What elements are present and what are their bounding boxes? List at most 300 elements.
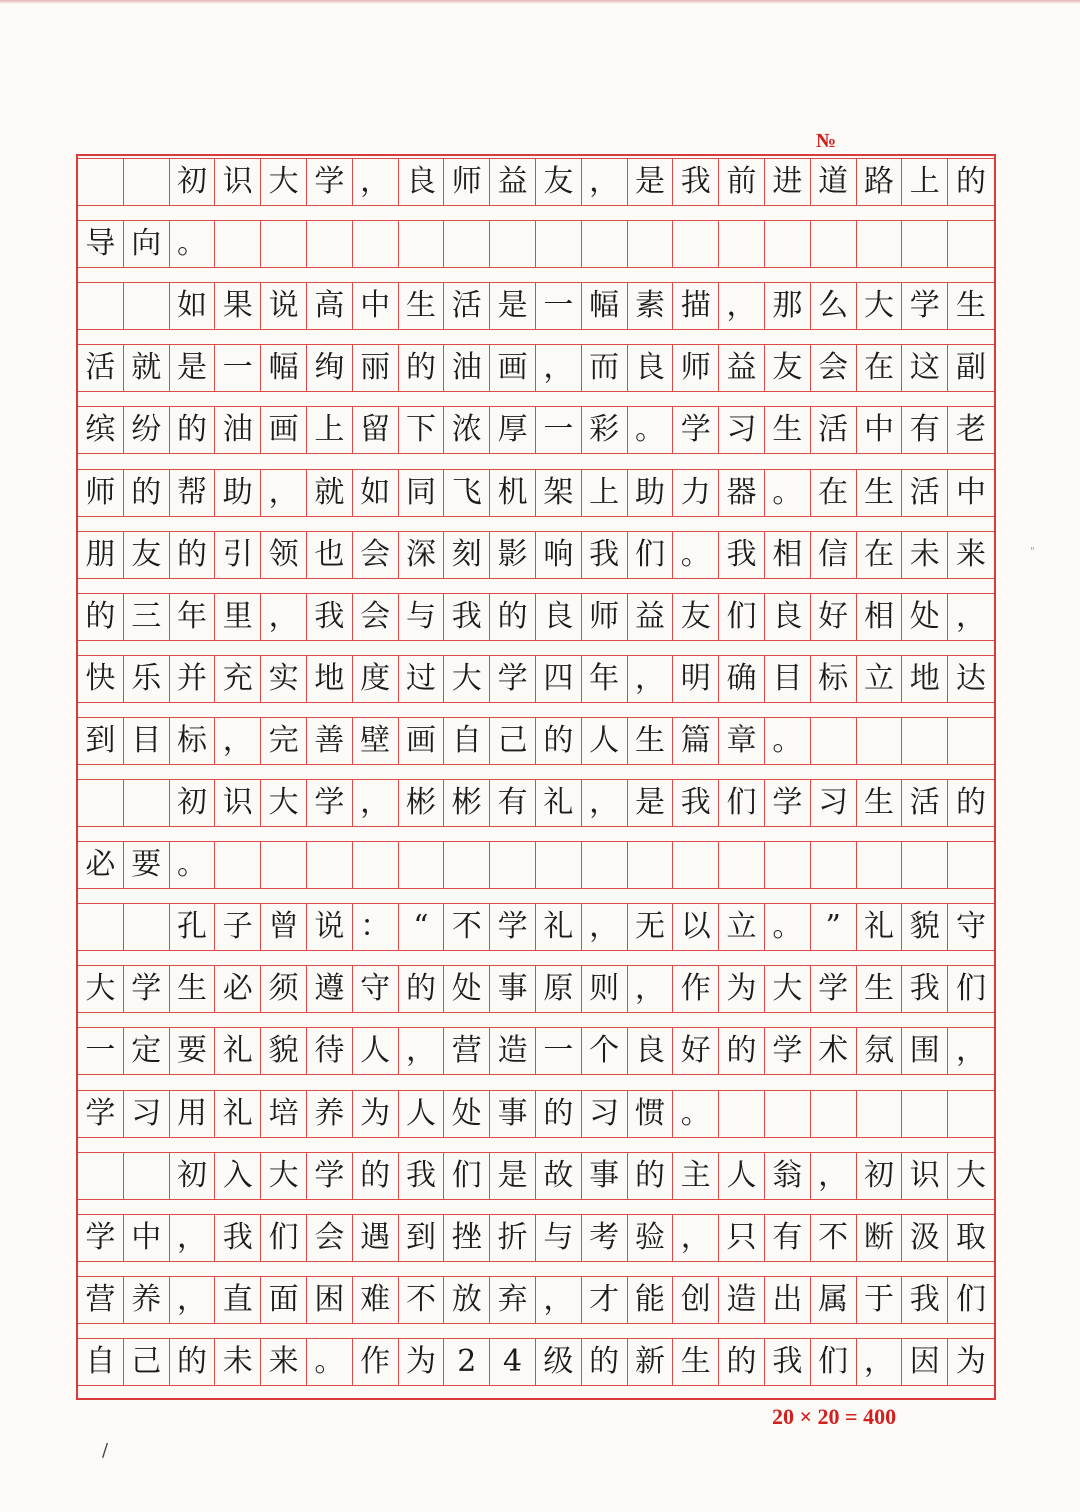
grid-cell: 取	[948, 1214, 994, 1262]
grid-cell: 活	[811, 406, 857, 454]
grid-cell: 的	[490, 593, 536, 641]
grid-row	[78, 1152, 994, 1202]
grid-cell: 我	[719, 531, 765, 579]
grid-cell	[628, 841, 674, 889]
grid-cell: 处	[444, 965, 490, 1013]
grid-cell: 自	[78, 1338, 124, 1386]
grid-cell: 我	[902, 965, 948, 1013]
grid-row	[78, 841, 994, 891]
grid-cell: 个	[582, 1027, 628, 1075]
grid-cell: 活	[902, 469, 948, 517]
grid-cell: 们	[948, 965, 994, 1013]
grid-cell	[857, 1090, 903, 1138]
grid-cell: 生	[628, 717, 674, 765]
grid-cell: 中	[353, 282, 399, 330]
grid-cell: 而	[582, 344, 628, 392]
grid-row	[78, 779, 994, 829]
grid-cell	[582, 220, 628, 268]
grid-cell: 出	[765, 1276, 811, 1324]
grid-cell: 过	[399, 655, 445, 703]
grid-cell: 我	[444, 593, 490, 641]
grid-cell: 学	[307, 158, 353, 206]
grid-cell: 来	[948, 531, 994, 579]
grid-cell: 学	[673, 406, 719, 454]
grid-row	[78, 655, 994, 705]
grid-cell	[719, 841, 765, 889]
grid-row	[78, 1276, 994, 1326]
grid-cell: 初	[170, 779, 216, 827]
grid-cell: 的	[948, 779, 994, 827]
grid-cell: 缤	[78, 406, 124, 454]
grid-cell: 是	[490, 1152, 536, 1200]
grid-cell	[78, 158, 124, 206]
grid-cell: 学	[765, 1027, 811, 1075]
grid-row	[78, 593, 994, 643]
grid-cell: 己	[124, 1338, 170, 1386]
grid-cell: 学	[124, 965, 170, 1013]
grid-cell: 只	[719, 1214, 765, 1262]
grid-cell: 的	[719, 1027, 765, 1075]
grid-cell: 貌	[261, 1027, 307, 1075]
grid-cell	[902, 841, 948, 889]
grid-cell: 这	[902, 344, 948, 392]
grid-cell: 度	[353, 655, 399, 703]
grid-cell	[765, 841, 811, 889]
grid-cell: 么	[811, 282, 857, 330]
grid-count-label: 20 × 20 = 400	[772, 1404, 897, 1429]
grid-cell: 主	[673, 1152, 719, 1200]
grid-cell	[673, 220, 719, 268]
grid-cell: 事	[582, 1152, 628, 1200]
grid-cell: 活	[78, 344, 124, 392]
grid-cell: 友	[536, 158, 582, 206]
grid-cell: 人	[353, 1027, 399, 1075]
grid-cell: 们	[261, 1214, 307, 1262]
grid-cell: 礼	[215, 1027, 261, 1075]
grid-cell: 们	[719, 593, 765, 641]
grid-cell: 彩	[582, 406, 628, 454]
grid-cell	[948, 220, 994, 268]
grid-cell: 朋	[78, 531, 124, 579]
grid-cell	[811, 717, 857, 765]
grid-cell: 们	[948, 1276, 994, 1324]
grid-cell	[719, 1090, 765, 1138]
grid-cell: 机	[490, 469, 536, 517]
grid-cell	[582, 841, 628, 889]
grid-cell: 大	[948, 1152, 994, 1200]
grid-cell: 领	[261, 531, 307, 579]
grid-cell: 。	[765, 469, 811, 517]
grid-cell	[902, 1090, 948, 1138]
grid-row	[78, 1338, 994, 1388]
grid-cell: 学	[490, 903, 536, 951]
grid-cell: ，	[536, 344, 582, 392]
grid-cell: 氛	[857, 1027, 903, 1075]
grid-cell: 曾	[261, 903, 307, 951]
grid-cell: 围	[902, 1027, 948, 1075]
grid-cell: 遵	[307, 965, 353, 1013]
grid-cell: 礼	[857, 903, 903, 951]
grid-cell: 彬	[399, 779, 445, 827]
grid-cell: 目	[124, 717, 170, 765]
grid-cell: 有	[490, 779, 536, 827]
grid-cell	[124, 903, 170, 951]
grid-cell: 上	[582, 469, 628, 517]
grid-cell: 必	[215, 965, 261, 1013]
grid-cell: 弃	[490, 1276, 536, 1324]
grid-cell: 在	[857, 344, 903, 392]
grid-cell	[673, 841, 719, 889]
grid-row	[78, 903, 994, 953]
grid-cell: ，	[948, 593, 994, 641]
grid-cell: 礼	[215, 1090, 261, 1138]
grid-cell: 己	[490, 717, 536, 765]
grid-cell: 留	[353, 406, 399, 454]
grid-cell: 一	[536, 406, 582, 454]
grid-cell: 高	[307, 282, 353, 330]
grid-cell: 画	[261, 406, 307, 454]
grid-cell: 向	[124, 220, 170, 268]
grid-cell: 我	[399, 1152, 445, 1200]
grid-cell: 是	[170, 344, 216, 392]
grid-cell: 作	[673, 965, 719, 1013]
grid-cell	[307, 220, 353, 268]
grid-cell: 们	[444, 1152, 490, 1200]
grid-cell: 2	[444, 1338, 490, 1386]
grid-cell: 如	[170, 282, 216, 330]
grid-cell	[811, 841, 857, 889]
grid-cell: 初	[170, 1152, 216, 1200]
grid-cell: 才	[582, 1276, 628, 1324]
grid-cell: 。	[673, 531, 719, 579]
grid-cell	[261, 841, 307, 889]
grid-cell: 新	[628, 1338, 674, 1386]
grid-cell: 师	[78, 469, 124, 517]
grid-cell: 为	[353, 1090, 399, 1138]
grid-cell: 活	[902, 779, 948, 827]
grid-cell	[261, 220, 307, 268]
grid-cell: 乐	[124, 655, 170, 703]
grid-cell: 快	[78, 655, 124, 703]
grid-cell: 架	[536, 469, 582, 517]
grid-cell: 说	[261, 282, 307, 330]
grid-cell: 未	[215, 1338, 261, 1386]
grid-cell: 造	[490, 1027, 536, 1075]
grid-cell: 礼	[536, 779, 582, 827]
grid-cell	[78, 779, 124, 827]
grid-cell: 绚	[307, 344, 353, 392]
grid-cell: 初	[170, 158, 216, 206]
grid-row	[78, 469, 994, 519]
grid-cell: 良	[628, 344, 674, 392]
grid-cell	[307, 841, 353, 889]
grid-cell: 大	[261, 1152, 307, 1200]
grid-cell: 折	[490, 1214, 536, 1262]
grid-row	[78, 717, 994, 767]
grid-cell: 有	[902, 406, 948, 454]
grid-cell: 达	[948, 655, 994, 703]
grid-cell: 我	[307, 593, 353, 641]
grid-cell: “	[399, 903, 445, 951]
grid-cell: 道	[811, 158, 857, 206]
grid-cell: ，	[353, 158, 399, 206]
grid-row	[78, 406, 994, 456]
grid-cell: 描	[673, 282, 719, 330]
grid-cell: 素	[628, 282, 674, 330]
grid-cell: 在	[811, 469, 857, 517]
grid-cell: 一	[78, 1027, 124, 1075]
grid-cell: ，	[811, 1152, 857, 1200]
grid-cell: ，	[582, 779, 628, 827]
grid-cell: 入	[215, 1152, 261, 1200]
grid-cell: 生	[170, 965, 216, 1013]
grid-cell: 。	[170, 220, 216, 268]
grid-cell	[902, 220, 948, 268]
grid-cell: 养	[124, 1276, 170, 1324]
grid-cell: 营	[78, 1276, 124, 1324]
grid-cell: 好	[811, 593, 857, 641]
grid-cell: 于	[857, 1276, 903, 1324]
grid-cell: 一	[215, 344, 261, 392]
grid-cell: 能	[628, 1276, 674, 1324]
grid-cell: 习	[719, 406, 765, 454]
grid-cell: 则	[582, 965, 628, 1013]
grid-cell	[215, 220, 261, 268]
grid-cell: ，	[170, 1214, 216, 1262]
grid-cell: 导	[78, 220, 124, 268]
grid-cell: ，	[261, 469, 307, 517]
grid-cell: 益	[628, 593, 674, 641]
grid-cell: 益	[490, 158, 536, 206]
grid-cell: 一	[536, 282, 582, 330]
grid-cell	[857, 841, 903, 889]
grid-cell: 响	[536, 531, 582, 579]
grid-cell: 厚	[490, 406, 536, 454]
grid-cell: 生	[857, 469, 903, 517]
grid-cell	[811, 1090, 857, 1138]
grid-cell: ”	[811, 903, 857, 951]
grid-cell	[811, 220, 857, 268]
grid-cell: 守	[948, 903, 994, 951]
grid-cell: 用	[170, 1090, 216, 1138]
grid-cell	[948, 841, 994, 889]
grid-cell	[765, 1090, 811, 1138]
grid-cell: 不	[399, 1276, 445, 1324]
grid-cell: 如	[353, 469, 399, 517]
grid-cell: 果	[215, 282, 261, 330]
grid-cell: 。	[628, 406, 674, 454]
grid-cell: 。	[765, 903, 811, 951]
grid-cell: 我	[582, 531, 628, 579]
grid-cell: 上	[902, 158, 948, 206]
grid-cell: 我	[215, 1214, 261, 1262]
grid-cell: 生	[948, 282, 994, 330]
grid-row	[78, 1090, 994, 1140]
grid-cell: 孔	[170, 903, 216, 951]
grid-cell: 与	[536, 1214, 582, 1262]
grid-cell	[536, 220, 582, 268]
grid-cell: 相	[765, 531, 811, 579]
grid-cell: 学	[811, 965, 857, 1013]
grid-cell: 会	[353, 531, 399, 579]
grid-cell: 师	[582, 593, 628, 641]
margin-dot: "	[1030, 546, 1035, 557]
grid-cell	[78, 903, 124, 951]
grid-row	[78, 1027, 994, 1077]
grid-cell: 断	[857, 1214, 903, 1262]
grid-cell: 事	[490, 1090, 536, 1138]
grid-cell: 油	[215, 406, 261, 454]
grid-cell	[902, 717, 948, 765]
grid-cell	[765, 220, 811, 268]
grid-cell	[948, 717, 994, 765]
grid-cell: 识	[215, 779, 261, 827]
grid-cell	[124, 1152, 170, 1200]
grid-cell: 是	[628, 158, 674, 206]
grid-cell: 浓	[444, 406, 490, 454]
grid-cell: 路	[857, 158, 903, 206]
grid-cell: 术	[811, 1027, 857, 1075]
grid-cell	[444, 841, 490, 889]
grid-cell: 属	[811, 1276, 857, 1324]
grid-cell: 助	[215, 469, 261, 517]
grid-cell	[124, 779, 170, 827]
grid-cell: ，	[353, 779, 399, 827]
grid-cell: 彬	[444, 779, 490, 827]
grid-cell: 困	[307, 1276, 353, 1324]
grid-cell: 的	[628, 1152, 674, 1200]
grid-cell	[124, 282, 170, 330]
grid-cell: 汲	[902, 1214, 948, 1262]
grid-cell: 年	[170, 593, 216, 641]
grid-cell: 子	[215, 903, 261, 951]
grid-cell: 创	[673, 1276, 719, 1324]
grid-cell: 学	[78, 1214, 124, 1262]
grid-row	[78, 220, 994, 270]
grid-cell	[78, 1152, 124, 1200]
grid-cell	[857, 717, 903, 765]
grid-cell: 们	[719, 779, 765, 827]
grid-cell: 与	[399, 593, 445, 641]
grid-cell: 引	[215, 531, 261, 579]
grid-cell: 为	[399, 1338, 445, 1386]
grid-cell: 友	[124, 531, 170, 579]
grid-cell	[124, 158, 170, 206]
grid-cell: ，	[673, 1214, 719, 1262]
grid-cell: 。	[307, 1338, 353, 1386]
grid-cell: 的	[78, 593, 124, 641]
grid-row	[78, 531, 994, 581]
grid-cell: 就	[307, 469, 353, 517]
grid-cell: 。	[170, 841, 216, 889]
paper-top-edge	[0, 0, 1080, 4]
grid-cell: 我	[902, 1276, 948, 1324]
grid-cell: 学	[307, 1152, 353, 1200]
grid-cell: 面	[261, 1276, 307, 1324]
grid-cell: 不	[444, 903, 490, 951]
grid-cell: 的	[399, 965, 445, 1013]
grid-cell: 友	[673, 593, 719, 641]
grid-cell: 貌	[902, 903, 948, 951]
grid-cell: 未	[902, 531, 948, 579]
grid-cell: 礼	[536, 903, 582, 951]
grid-cell: ，	[582, 158, 628, 206]
grid-cell: 明	[673, 655, 719, 703]
grid-cell: 到	[78, 717, 124, 765]
grid-cell: ，	[170, 1276, 216, 1324]
grid-cell: 那	[765, 282, 811, 330]
grid-cell: 的	[948, 158, 994, 206]
grid-cell: 生	[673, 1338, 719, 1386]
grid-cell: 大	[857, 282, 903, 330]
grid-cell: 生	[857, 779, 903, 827]
grid-cell: 有	[765, 1214, 811, 1262]
grid-cell: ：	[353, 903, 399, 951]
stray-pen-mark: /	[102, 1440, 109, 1461]
grid-cell: 不	[811, 1214, 857, 1262]
grid-cell	[719, 220, 765, 268]
grid-cell: 定	[124, 1027, 170, 1075]
grid-cell: 相	[857, 593, 903, 641]
grid-cell: 。	[765, 717, 811, 765]
grid-cell: 前	[719, 158, 765, 206]
grid-cell: ，	[582, 903, 628, 951]
grid-cell: 们	[628, 531, 674, 579]
grid-cell: 师	[673, 344, 719, 392]
grid-cell: 因	[902, 1338, 948, 1386]
grid-cell	[399, 220, 445, 268]
grid-cell: 故	[536, 1152, 582, 1200]
grid-cell: 待	[307, 1027, 353, 1075]
grid-cell: 助	[628, 469, 674, 517]
grid-cell: 学	[765, 779, 811, 827]
grid-cell	[857, 220, 903, 268]
grid-cell: 无	[628, 903, 674, 951]
grid-cell: 确	[719, 655, 765, 703]
grid-cell: 到	[399, 1214, 445, 1262]
grid-cell: 作	[353, 1338, 399, 1386]
grid-cell: 中	[124, 1214, 170, 1262]
grid-cell: 里	[215, 593, 261, 641]
grid-cell: 充	[215, 655, 261, 703]
grid-cell: 力	[673, 469, 719, 517]
grid-cell: ，	[948, 1027, 994, 1075]
grid-cell: 处	[444, 1090, 490, 1138]
grid-cell: ，	[628, 655, 674, 703]
grid-cell: 人	[399, 1090, 445, 1138]
grid-cell: 以	[673, 903, 719, 951]
grid-cell: 也	[307, 531, 353, 579]
grid-cell	[444, 220, 490, 268]
grid-cell	[353, 220, 399, 268]
grid-cell: 挫	[444, 1214, 490, 1262]
grid-cell: 人	[582, 717, 628, 765]
grid-cell: ，	[215, 717, 261, 765]
grid-cell: 学	[490, 655, 536, 703]
grid-cell: ，	[857, 1338, 903, 1386]
grid-row	[78, 965, 994, 1015]
grid-cell: 幅	[261, 344, 307, 392]
grid-cell: 会	[353, 593, 399, 641]
grid-cell: 要	[124, 841, 170, 889]
grid-cell: 习	[811, 779, 857, 827]
grid-cell: 活	[444, 282, 490, 330]
grid-row	[78, 158, 994, 208]
grid-cell: 益	[719, 344, 765, 392]
grid-cell: 会	[811, 344, 857, 392]
grid-cell: 大	[261, 158, 307, 206]
grid-cell: 大	[765, 965, 811, 1013]
